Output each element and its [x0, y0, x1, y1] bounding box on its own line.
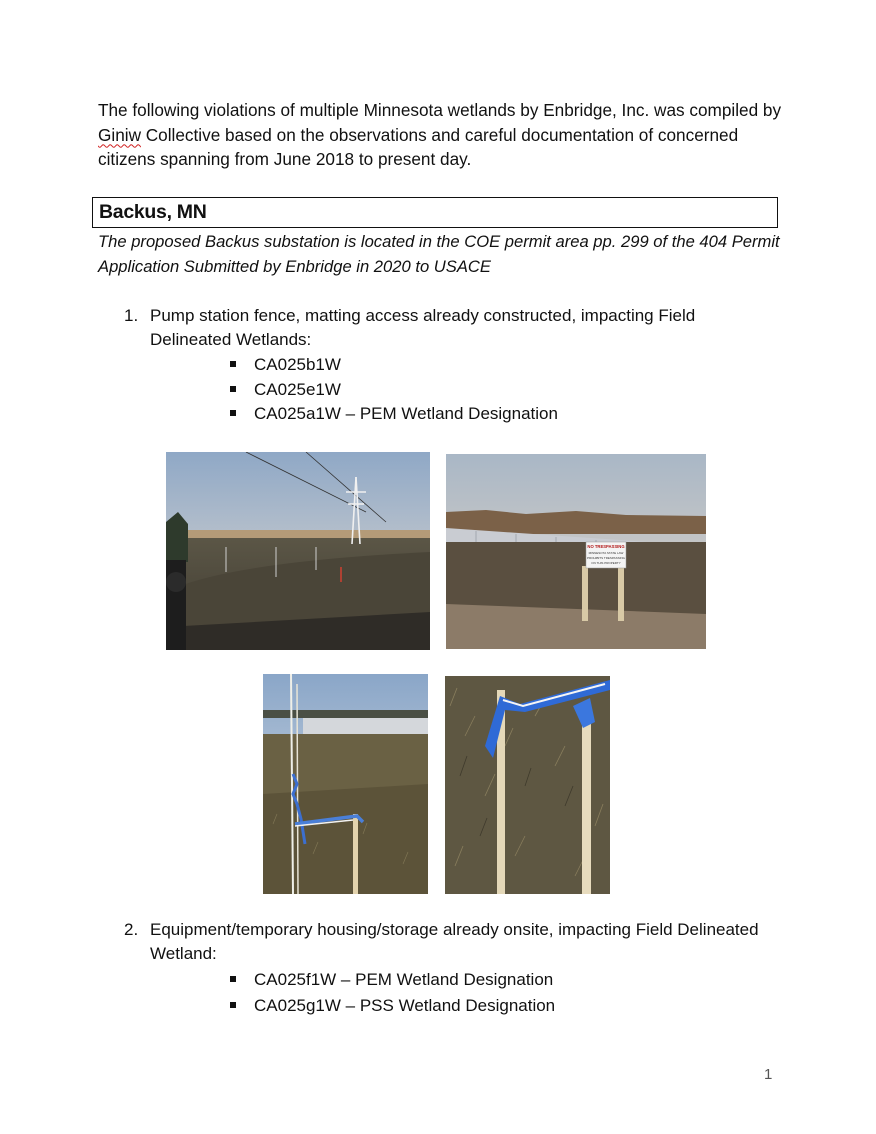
- intro-text-1: The following violations of multiple Minnesota wetlands by Enbridge, Inc. was compiled by: [98, 100, 782, 120]
- photo-stakes-field: [263, 674, 428, 894]
- sign-text-line-4: ON THIS PROPERTY: [591, 561, 621, 565]
- list-item-number: 1.: [124, 306, 139, 325]
- section-subtitle: The proposed Backus substation is located in the COE permit area pp. 299 of the 404 Permit Application Submitted by Enbridge in 2020 to USACE: [98, 232, 780, 276]
- list-item-text: Pump station fence, matting access already constructed, impacting Field Delineated Wetlands:: [150, 306, 696, 349]
- bullet-list-2: [230, 968, 555, 1019]
- intro-misspelled-word: Giniw: [98, 124, 141, 145]
- photo-field-power-tower: [166, 452, 430, 650]
- list-item-text: Equipment/temporary housing/storage already onsite, impacting Field Delineated Wetland:: [150, 920, 759, 963]
- sign-text-line-3: PROHIBITS TRESPASSING: [586, 556, 626, 560]
- sign-text-line-2: MINNESOTA STATE LAW: [588, 551, 624, 555]
- photo-fence-sign: [446, 454, 706, 649]
- section-heading-box: [92, 197, 778, 228]
- section-heading: Backus, MN: [99, 201, 207, 223]
- intro-paragraph: [98, 98, 798, 172]
- page-number: 1: [764, 1066, 773, 1083]
- bullet-item: CA025e1W: [230, 378, 558, 403]
- bullet-list-1: [230, 353, 558, 427]
- intro-text-2: Collective based on the observations and careful documentation of concerned citizens spanning from June 2018 to present day.: [98, 124, 739, 169]
- photo-stakes-closeup: [445, 676, 610, 894]
- bullet-item: CA025f1W – PEM Wetland Designation: [230, 968, 555, 993]
- bullet-item: CA025b1W: [230, 353, 558, 378]
- sign-text-line-1: NO TRESPASSING: [587, 544, 625, 549]
- bullet-item: CA025a1W – PEM Wetland Designation: [230, 402, 558, 427]
- bullet-item: CA025g1W – PSS Wetland Designation: [230, 994, 555, 1019]
- list-item-number: 2.: [124, 920, 139, 939]
